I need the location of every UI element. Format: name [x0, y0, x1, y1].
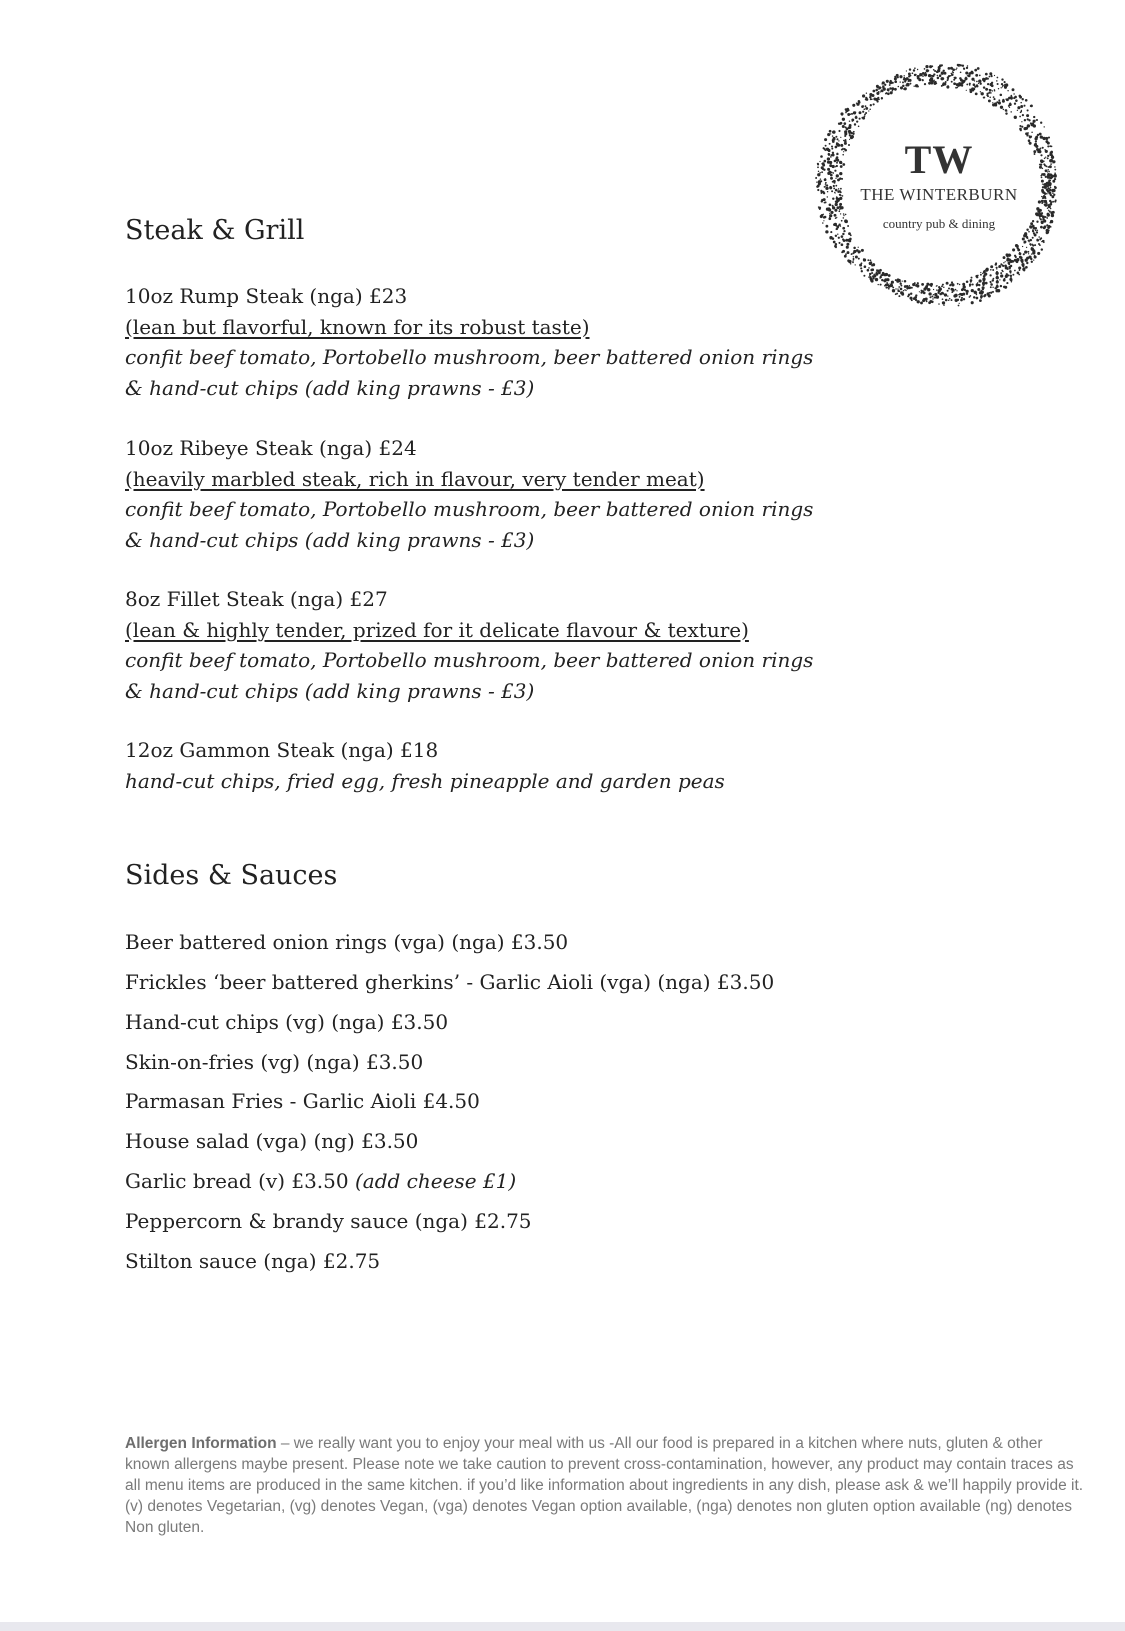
item-heading: 10oz Ribeye Steak (nga) £24 [125, 436, 417, 460]
item-detail: & hand-cut chips (add king prawns - £3) [125, 375, 535, 400]
section-title-steak: Steak & Grill [125, 215, 305, 246]
allergen-text: – we really want you to enjoy your meal with us -All our food is prepared in a kitchen where nuts, gluten & other known allergens maybe present. Please note we take caution to prevent cross-contamination, however, any product may contain traces as all menu items are produced in the same kitchen. if you’d like information about ingredients in any dish, please ask & we’ll happily provide it. [125, 1435, 1084, 1494]
logo [806, 52, 1072, 318]
bottom-edge [0, 1622, 1125, 1631]
allergen-information [125, 1433, 1085, 1538]
side-item [125, 1169, 516, 1193]
menu-item [125, 281, 814, 403]
menu-item [125, 584, 814, 706]
side-item: Stilton sauce (nga) £2.75 [125, 1249, 381, 1273]
item-description: (heavily marbled steak, rich in flavour, very tender meat) [125, 466, 705, 491]
dietary-key: (v) denotes Vegetarian, (vg) denotes Vegan, (vga) denotes Vegan option available, (nga) denotes non gluten option available (ng) denotes Non gluten. [125, 1498, 1073, 1536]
item-description: (lean & highly tender, prized for it delicate flavour & texture) [125, 617, 749, 642]
item-detail: & hand-cut chips (add king prawns - £3) [125, 678, 535, 703]
menu-item [125, 433, 814, 555]
side-item: Frickles ‘beer battered gherkins’ - Garlic Aioli (vga) (nga) £3.50 [125, 970, 775, 994]
item-detail: & hand-cut chips (add king prawns - £3) [125, 527, 535, 552]
side-item-text: Garlic bread (v) £3.50 [125, 1169, 355, 1193]
side-item: Beer battered onion rings (vga) (nga) £3.50 [125, 930, 569, 954]
item-heading: 8oz Fillet Steak (nga) £27 [125, 587, 388, 611]
item-description: (lean but flavorful, known for its robust taste) [125, 314, 590, 339]
side-item: Parmasan Fries - Garlic Aioli £4.50 [125, 1089, 480, 1113]
item-detail: hand-cut chips, fried egg, fresh pineapple and garden peas [125, 768, 725, 793]
section-title-sides: Sides & Sauces [125, 860, 338, 891]
item-detail: confit beef tomato, Portobello mushroom, beer battered onion rings [125, 497, 814, 521]
logo-name: THE WINTERBURN [860, 185, 1018, 204]
logo-monogram: TW [904, 137, 974, 182]
item-heading: 10oz Rump Steak (nga) £23 [125, 284, 408, 308]
side-item: Skin-on-fries (vg) (nga) £3.50 [125, 1050, 424, 1074]
side-item: Hand-cut chips (vg) (nga) £3.50 [125, 1010, 449, 1034]
item-heading: 12oz Gammon Steak (nga) £18 [125, 738, 439, 762]
item-detail: confit beef tomato, Portobello mushroom, beer battered onion rings [125, 345, 814, 369]
logo-tagline: country pub & dining [882, 216, 996, 231]
side-item: House salad (vga) (ng) £3.50 [125, 1129, 419, 1153]
menu-item [125, 735, 805, 796]
side-item-extra: (add cheese £1) [354, 1169, 517, 1193]
side-item: Peppercorn & brandy sauce (nga) £2.75 [125, 1209, 532, 1233]
item-detail: confit beef tomato, Portobello mushroom, beer battered onion rings [125, 648, 814, 672]
allergen-label: Allergen Information [125, 1435, 277, 1452]
